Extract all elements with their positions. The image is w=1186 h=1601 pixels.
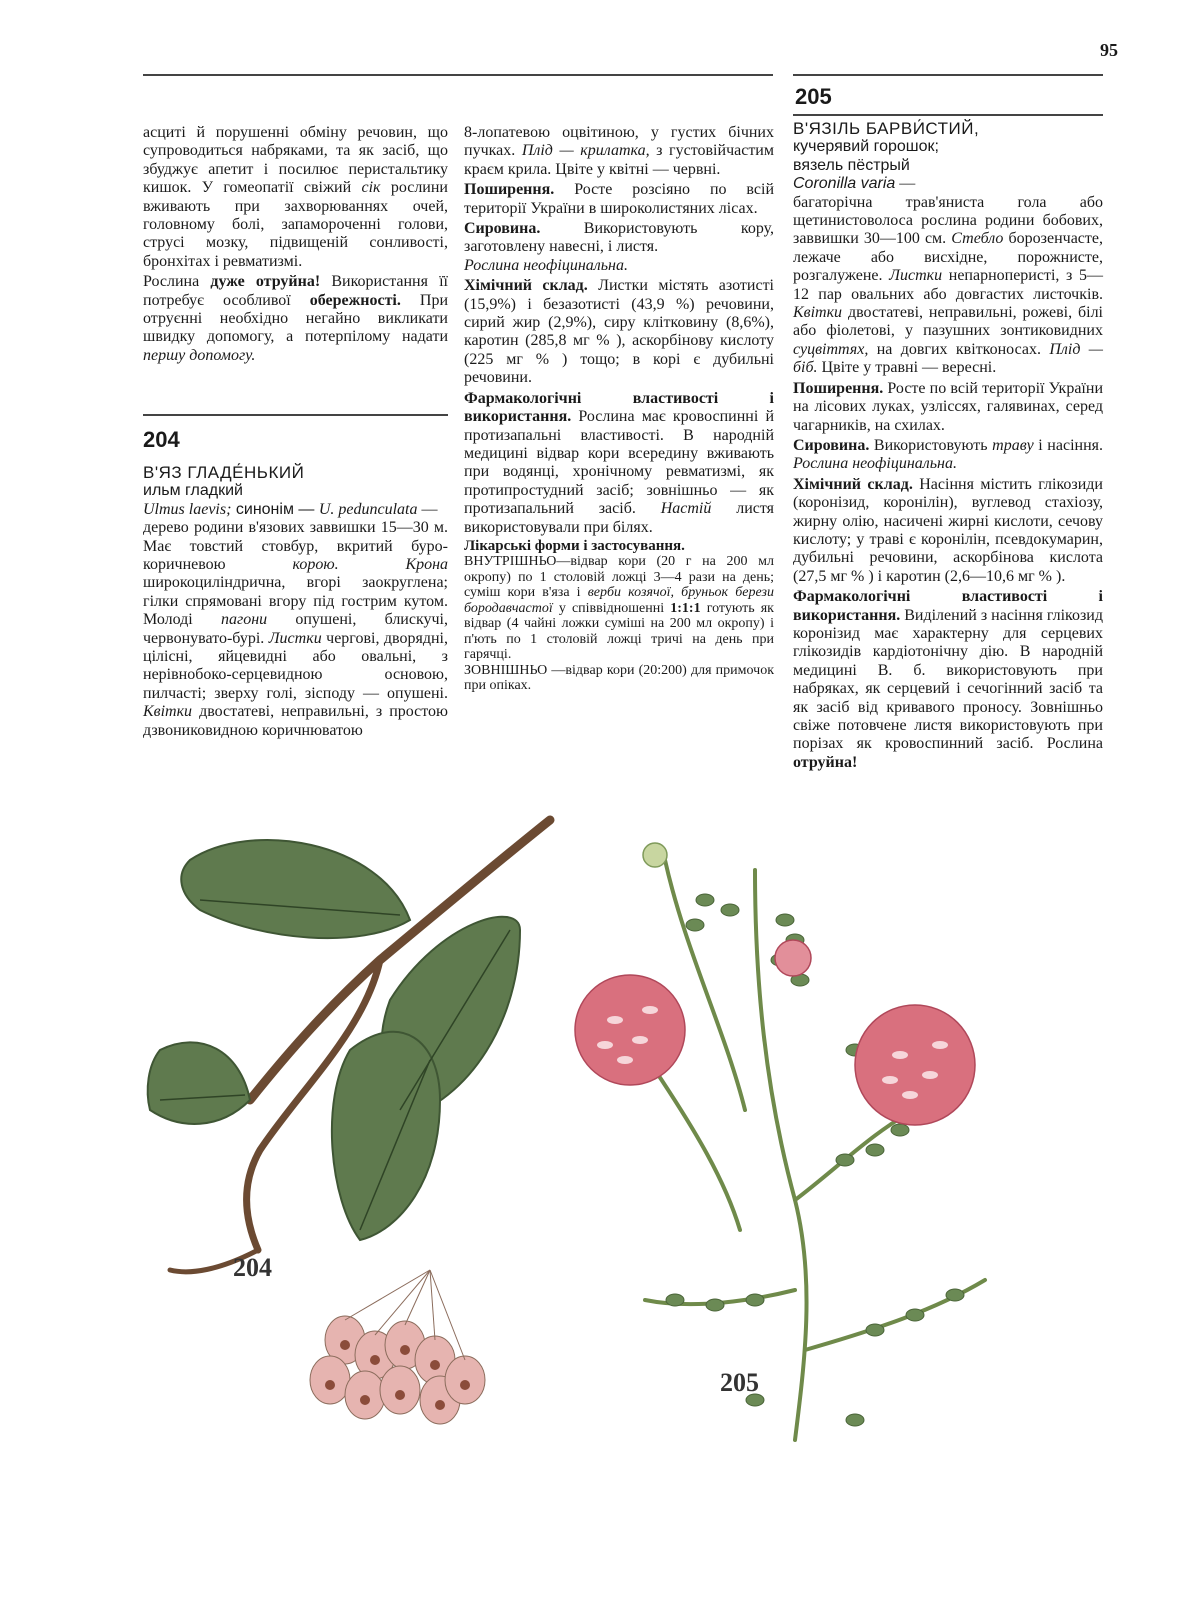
pharmacology-204: Фармакологічні властивості і використання. Рослина має кровоспинні й протизапальні властивості. В народній медицині відвар кори всередину вживають при водянці, хронічному ревматизмі, як протипростудний засіб; зовнішньо — як протизапальний засіб. Настій листя використовували при білях. [464, 389, 774, 536]
latin-name-205: Coronilla varia — [793, 175, 916, 193]
raw-material-205: Сировина. Використовують траву і насіння. Рослина неофіцинальна. [793, 436, 1103, 473]
description-204: дерево родини в'язових заввишки 15—30 м. Має товстий стовбур, вкритий буро-коричневою корою. Крона широкоциліндрична, вгорі заокруглена; гілки спрямовані вгору під гострим кутом. Молоді пагони опушені, блискучі, червонувато-бурі. Листки чергові, дворядні, цілісні, яйцевидні або овальні, з нерівнобоко-серцевидною основою, пилчасті; зверху голі, зісподу — опушені. Квітки двостатеві, неправильні, з простою дзвониковидною коричнюватою [143, 519, 448, 739]
column-1-top [143, 124, 448, 367]
russian-name-205: вязель пёстрый [793, 156, 910, 174]
spread-205: Поширення. Росте по всій території України на лісових луках, узліссях, галявинах, серед чагарників, на схилах. [793, 379, 1103, 434]
column-2-entry-204 [464, 124, 774, 694]
figure-label-205: 205 [720, 1368, 759, 1397]
latin-name-204: Ulmus laevis; синонім — U. pedunculata — [143, 500, 438, 518]
alt-name-205: кучерявий горошок; [793, 138, 939, 156]
vetch-flower-heads [575, 843, 975, 1125]
header-rule-right [793, 74, 1103, 76]
column-1-entry-204 [143, 464, 448, 742]
elm-illustration [140, 800, 620, 1440]
pharmacology-205: Фармакологічні властивості і використання. Виділений з насіння глікозид коронізид має характерну для серцевих глікозидів кардіотонічну дію. В народній медицині В. б. використовують при набряках, як серцевий і сечогінний засіб та як засіб від кривавого проносу. Зовнішньо свіже потовчене листя використовують при порізах як кровоспинний засіб. Рослина отруйна! [793, 588, 1104, 771]
section-rule-204 [143, 414, 448, 416]
description-205: багаторічна трав'яниста гола або щетинистоволоса рослина родини бобових, заввишки 30—100 см. Стебло борозенчасте, лежаче або висхідне, порожнисте, розгалужене. Листки непарноперисті, з 5—12 пар овальних або довгастих листочків. Квітки двостатеві, неправильні, рожеві, білі або фіолетові, у пазушних зонтиковидних суцвіттях, на довгих квітконосах. Плід — біб. Цвіте у травні — вересні. [793, 193, 1103, 377]
column-3-entry-205 [793, 120, 1103, 774]
figure-label-204: 204 [233, 1253, 272, 1282]
entry-title-205: В'ЯЗІЛЬ БАРВИ́СТИЙ, [793, 119, 980, 138]
chemistry-204: Хімічний склад. Листки містять азотисті (15,9%) і безазотисті (43,9 %) речовини, сирий жир (2,9%), сиру клітковину (8,6%), каротин (285,8 мг % ), аскорбінову кислоту (225 мг % ) тощо; в корі є дубильні речовини. [464, 277, 775, 387]
spread-204: Поширення. Росте розсіяно по всій території України в широколистяних лісах. [464, 181, 774, 217]
russian-name-204: ильм гладкий [143, 482, 243, 500]
entry-title-204: В'ЯЗ ГЛАДЕ́НЬКИЙ [143, 463, 305, 482]
description-204-cont: 8-лопатевою оцвітиною, у густих бічних пучках. Плід — крилатка, з густовійчастим краєм крила. Цвіте у квітні — червні. [464, 124, 774, 178]
vetch-stems [645, 860, 985, 1440]
entry-number-205: 205 [795, 84, 832, 109]
chemistry-205: Хімічний склад. Насіння містить глікозиди (коронізид, коронілін), вуглевод стахіозу, жирну олію, насичені жирні кислоти, сечову кислоту; у траві є коронілін, псевдокумарин, дубильні речовини, аскорбінова кислота (27,5 мг % ) і каротин (2,6—10,6 мг % ). [793, 475, 1103, 585]
prev-entry-warning: Рослина дуже отруйна! Використання її потребує особливої обережності. При отруєнні необхідно негайно викликати швидку допомогу, а потерпілому надати першу допомогу. [143, 273, 449, 364]
raw-material-204: Сировина. Використовують кору, заготовлену навесні, і листя. Рослина неофіцинальна. [464, 220, 774, 274]
page-number: 95 [1100, 40, 1118, 60]
header-rule-left [143, 74, 773, 76]
prev-entry-text: асциті й порушенні обміну речовин, що супроводиться набряками, та як засіб, що збуджує апетит і посилює перистальтику кишок. У гомеопатії свіжий сік рослини вживають при захворюваннях очей, головному болі, запамороченні голови, струсі мозку, підвищеній сонливості, бронхітах і ревматизмі. [143, 124, 448, 270]
medicinal-forms-204: Лікарські форми і застосування. ВНУТРІШНЬО—відвар кори (20 г на 200 мл окропу) по 1 столовій ложці 3—4 рази на день; суміш кори в'яза і верби козячої, бруньок берези бородавчастої у співвідношенні 1:1:1 готують як відвар (4 чайні ложки суміші на 200 мл окропу) і п'ють по 1 столовій ложці тричі на день при гарячці. ЗОВНІШНЬО —відвар кори (20:200) для примочок при опіках. [464, 537, 774, 694]
entry-number-204: 204 [143, 427, 180, 452]
crown-vetch-illustration [555, 830, 1115, 1450]
section-rule-205 [793, 114, 1103, 116]
